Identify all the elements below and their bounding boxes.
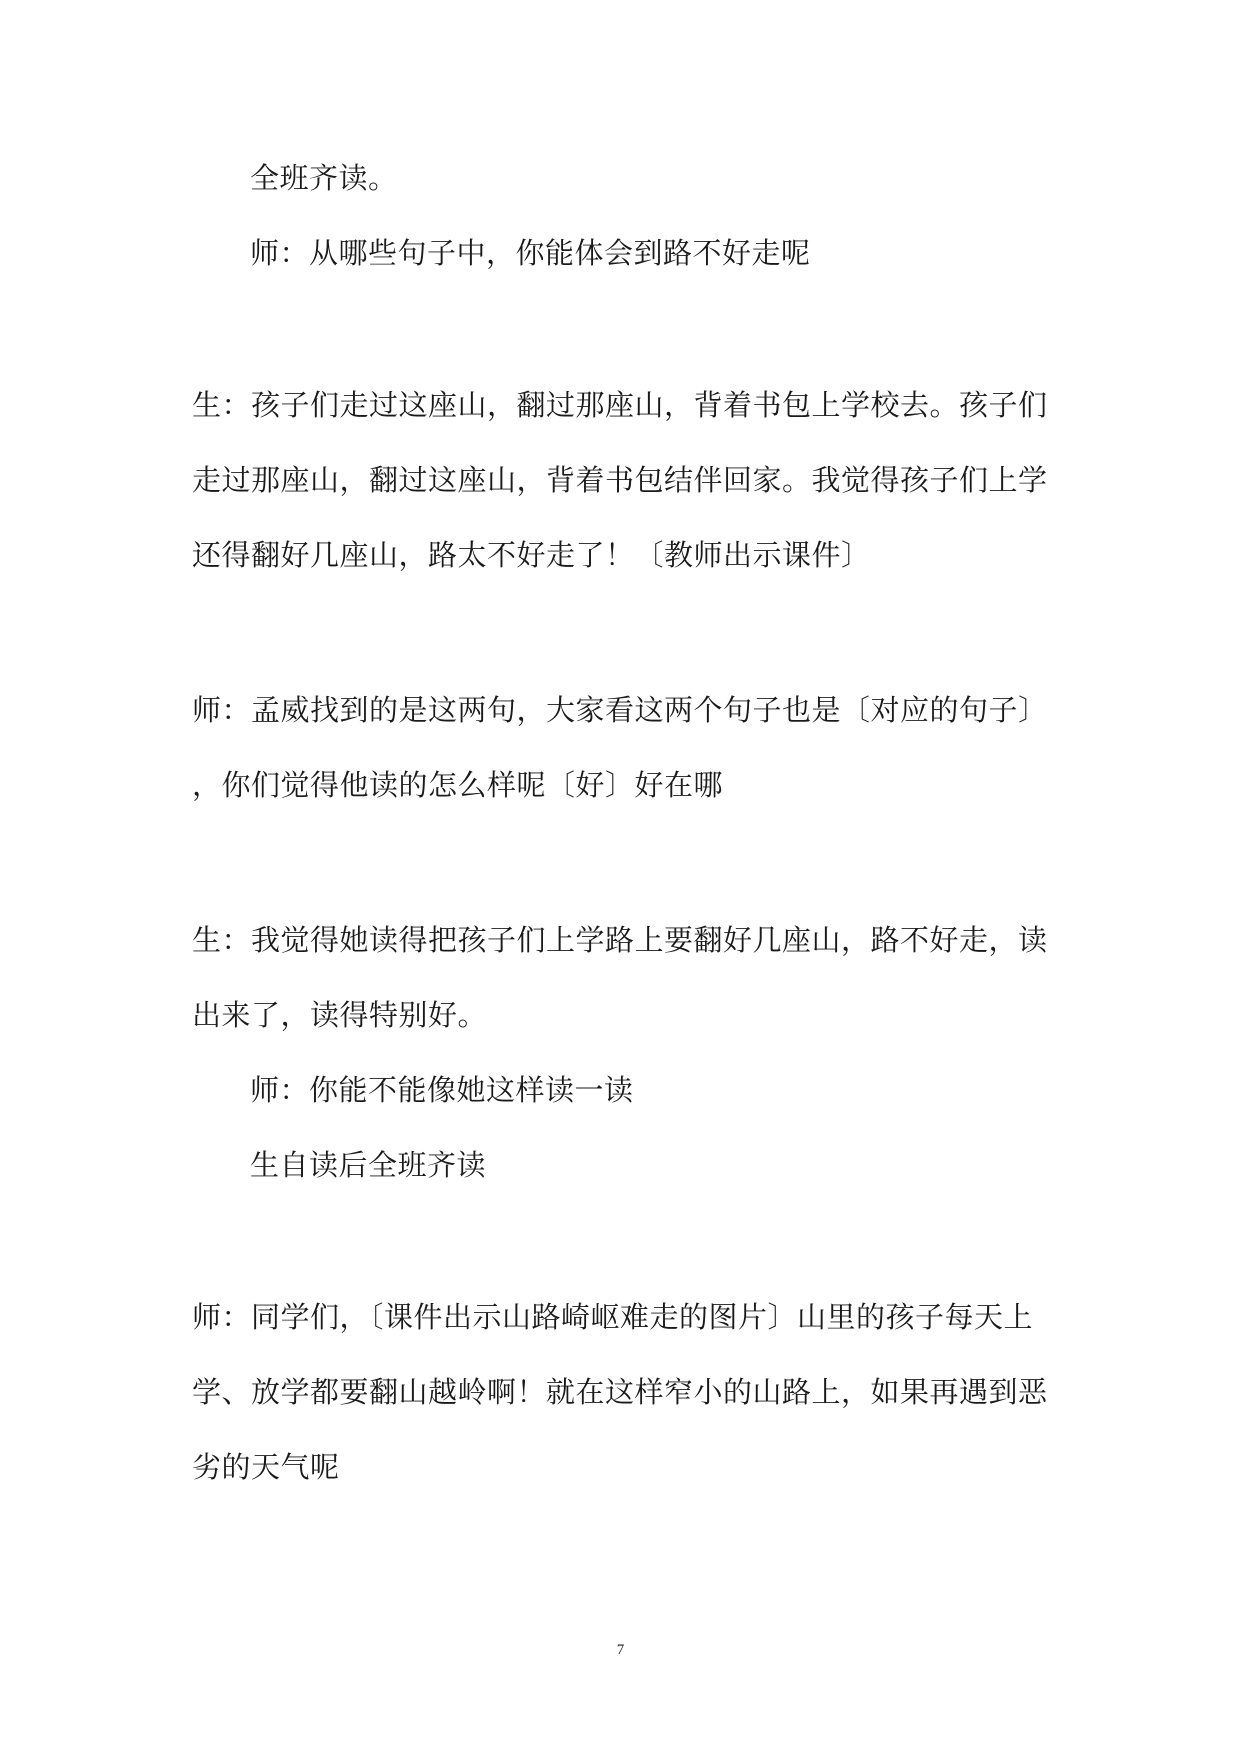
text-line: 师：孟威找到的是这两句，大家看这两个句子也是〔对应的句子〕 <box>192 693 1048 727</box>
text-line: 师：从哪些句子中，你能体会到路不好走呢 <box>250 236 811 270</box>
text-line: 劣的天气呢 <box>192 1450 340 1484</box>
text-line: 生：我觉得她读得把孩子们上学路上要翻好几座山，路不好走，读 <box>192 923 1048 957</box>
text-line: 出来了，读得特别好。 <box>192 998 488 1032</box>
text-line: 师：同学们，〔课件出示山路崎岖难走的图片〕山里的孩子每天上 <box>192 1300 1034 1334</box>
text-line: 走过那座山，翻过这座山，背着书包结伴回家。我觉得孩子们上学 <box>192 463 1048 497</box>
text-line: 生自读后全班齐读 <box>250 1148 487 1182</box>
page-number: 7 <box>616 1642 625 1658</box>
text-line: 生：孩子们走过这座山，翻过那座山，背着书包上学校去。孩子们 <box>192 388 1048 422</box>
text-line: ，你们觉得他读的怎么样呢〔好〕好在哪 <box>192 768 724 802</box>
text-line: 还得翻好几座山，路太不好走了！〔教师出示课件〕 <box>192 538 871 572</box>
text-line: 全班齐读。 <box>250 161 398 195</box>
text-line: 师：你能不能像她这样读一读 <box>250 1073 634 1107</box>
text-line: 学、放学都要翻山越岭啊！就在这样窄小的山路上，如果再遇到恶 <box>192 1375 1048 1409</box>
